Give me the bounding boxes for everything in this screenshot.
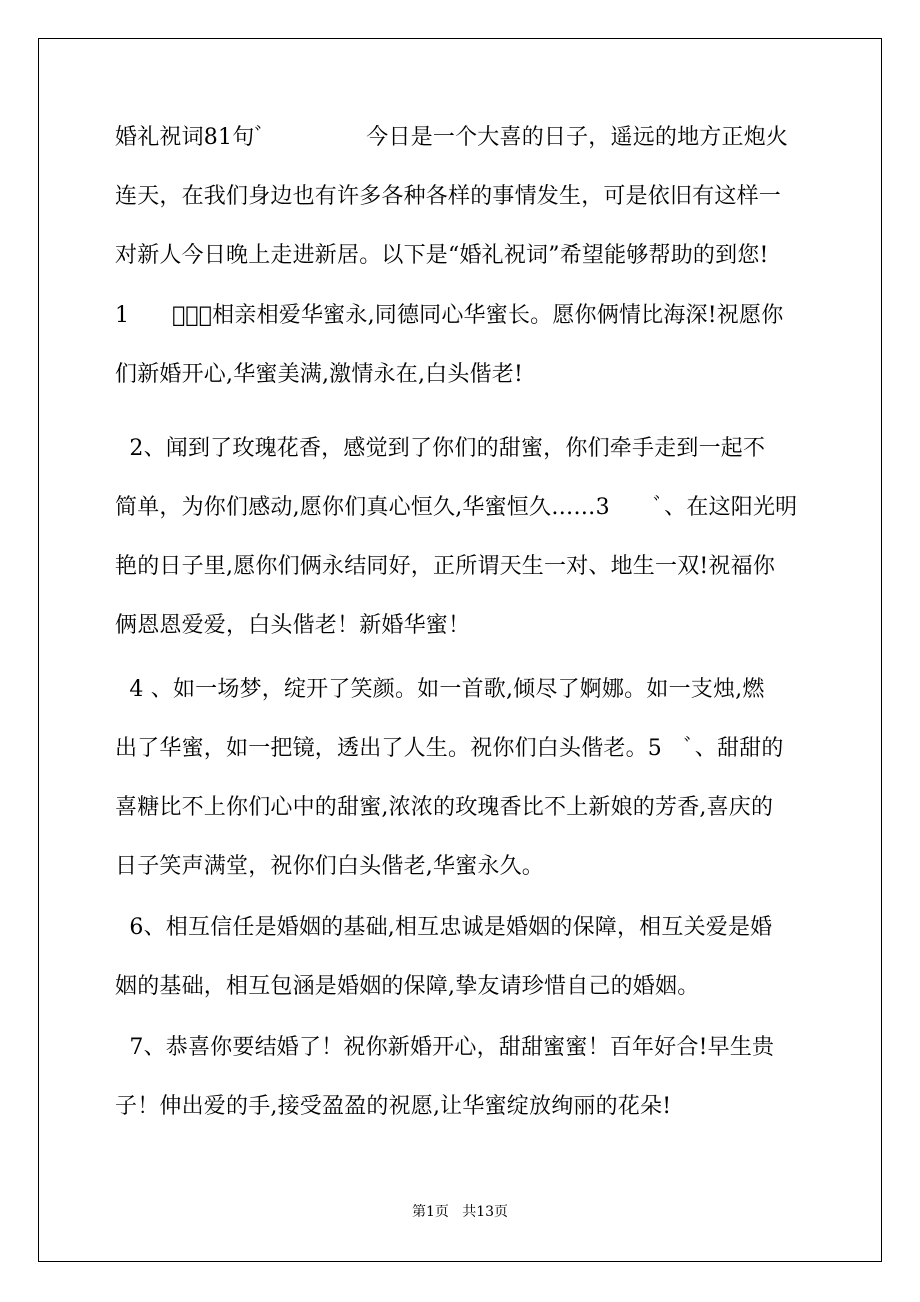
text-line: 7、恭喜你要结婚了！祝你新婚开心，甜甜蜜蜜！百年好合!早生贵 bbox=[115, 1035, 775, 1060]
text-line: 4 、如一场梦，绽开了笑颜。如一首歌,倾尽了婀娜。如一支烛,燃 bbox=[115, 677, 765, 702]
text-line: 们新婚开心,华蜜美满,激情永在,白头偕老! bbox=[115, 362, 524, 387]
text-line: 俩恩恩爱爱，白头偕老！新婚华蜜！ bbox=[115, 613, 471, 638]
text-line: 1 ﾞﾞ、相亲相爱华蜜永,同德同心华蜜长。愿你俩情比海深!祝愿你 bbox=[115, 303, 784, 328]
text-line: 简单，为你们感动,愿你们真心恒久,华蜜恒久……3 ﾞ、在这阳光明 bbox=[115, 495, 798, 520]
text-line: 姻的基础，相互包涵是婚姻的保障,挚友请珍惜自己的婚姻。 bbox=[115, 974, 700, 999]
text-line: 婚礼祝词81句ﾞ 今日是一个大喜的日子，遥远的地方正炮火 bbox=[115, 125, 789, 150]
page-border bbox=[38, 38, 882, 1262]
text-line: 对新人今日晚上走进新居。以下是“婚礼祝词”希望能够帮助的到您! bbox=[115, 243, 769, 268]
text-line: 出了华蜜，如一把镜，透出了人生。祝你们白头偕老。5 ﾞ、甜甜的 bbox=[115, 736, 784, 761]
page-footer: 第1页 共13页 bbox=[411, 1204, 509, 1220]
text-line: 2、闻到了玫瑰花香，感觉到了你们的甜蜜，你们牵手走到一起不 bbox=[115, 436, 766, 461]
text-line: 6、相互信任是婚姻的基础,相互忠诚是婚姻的保障，相互关爱是婚 bbox=[115, 915, 773, 940]
text-line: 艳的日子里,愿你们俩永结同好，正所谓天生一对、地生一双!祝福你 bbox=[115, 554, 776, 579]
text-line: 喜糖比不上你们心中的甜蜜,浓浓的玫瑰香比不上新娘的芳香,喜庆的 bbox=[115, 795, 774, 820]
text-line: 连天，在我们身边也有许多各种各样的事情发生，可是依旧有这样一 bbox=[115, 184, 782, 209]
text-line: 日子笑声满堂，祝你们白头偕老,华蜜永久。 bbox=[115, 854, 544, 879]
text-line: 子！伸出爱的手,接受盈盈的祝愿,让华蜜绽放绚丽的花朵! bbox=[115, 1094, 672, 1119]
